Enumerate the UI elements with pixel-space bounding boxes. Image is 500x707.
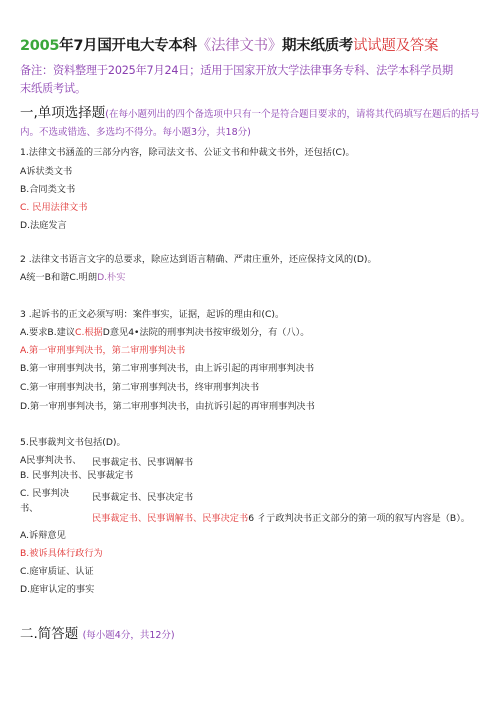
question-6-option-a: A.诉辩意见 (20, 530, 66, 541)
question-3-stem: 3 .起诉书的正文必须写明：案件事实，证据，起诉的理由和(C)。 (20, 309, 285, 320)
question-2-stem: 2 .法律文书语言文字的总要求，除应达到语言精确、严肃庄重外，还应保持文风的(D)。 (20, 254, 377, 265)
question-6-option-c: C.庭审质证、认证 (20, 566, 94, 577)
question-3-options-and-question-4-stem: A.要求B.建议C.根据D意见4•法院的刑事判决书按审级划分，有（八）。 (20, 327, 310, 338)
question-5-stem: 5.民事裁判文书包括(D)。 (20, 437, 126, 448)
question-6-option-b: B.被诉具体行政行为 (20, 548, 103, 559)
question-6-option-d: D.庭审认定的事实 (20, 584, 95, 595)
question-5-option-d-and-question-6-stem: 民事裁定书、民事调解书、民事决定书6 彳亍政判决书正文部分的第一项的叙写内容是（B）。 (92, 513, 470, 524)
note-line-1: 备注：资料整理于2025年7月24日；适用于国家开放大学法律事务专科、法学本科学员期 (20, 64, 453, 77)
question-5-option-c-left-2: 书、 (20, 503, 39, 514)
question-1-option-d: D.法庭发言 (20, 220, 67, 231)
section-1-instructions: 内。不选或错选、多选均不得分。每小题3分，共18分) (20, 127, 251, 138)
question-4-option-d: D.第一审刑事判决书，第二审刑事判决书，由抗诉引起的再审刑事判决书 (20, 401, 315, 412)
question-5-option-c-left-1: C. 民事判决 (20, 488, 70, 499)
note-line-2: 末纸质考试。 (20, 82, 86, 95)
question-1-option-a: A诉状类文书 (20, 166, 73, 177)
question-1-option-c: C. 民用法律文书 (20, 202, 88, 213)
question-4-option-a: A.第一审刑事判决书，第二审刑事判决书 (20, 345, 186, 356)
section-1-heading: 一,单项选择题(在每小题列出的四个备选项中只有一个是符合题目要求的，请将其代码填写在题后的括号 (20, 105, 480, 121)
question-5-option-c-right: 民事裁定书、民事决定书 (92, 492, 194, 503)
question-4-option-c: C.第一审刑事判决书，第二审刑事判决书，终审刑事判决书 (20, 382, 260, 393)
question-5-option-a-left: A民事判决书、 (20, 455, 82, 466)
document-title: 2005年7月国开电大专本科《法律文书》期末纸质考试试题及答案 (20, 38, 439, 54)
question-1-stem: 1.法律文书涵盖的三部分内容，除司法文书、公证文书和仲裁文书外，还包括(C)。 (20, 147, 355, 158)
question-1-option-b: B.合同类文书 (20, 184, 76, 195)
section-2-heading: 二.简答题 (每小题4分，共12分) (20, 626, 175, 642)
question-5-option-b: B. 民事判决书、民事裁定书 (20, 470, 134, 481)
question-5-option-a-right: 民事裁定书、民事调解书 (92, 457, 194, 468)
question-4-option-b: B.第一审刑事判决书，第二审刑事判决书，由上诉引起的再审刑事判决书 (20, 363, 315, 374)
question-2-options: A统一B和谐C.明朗D.朴实 (20, 272, 126, 283)
